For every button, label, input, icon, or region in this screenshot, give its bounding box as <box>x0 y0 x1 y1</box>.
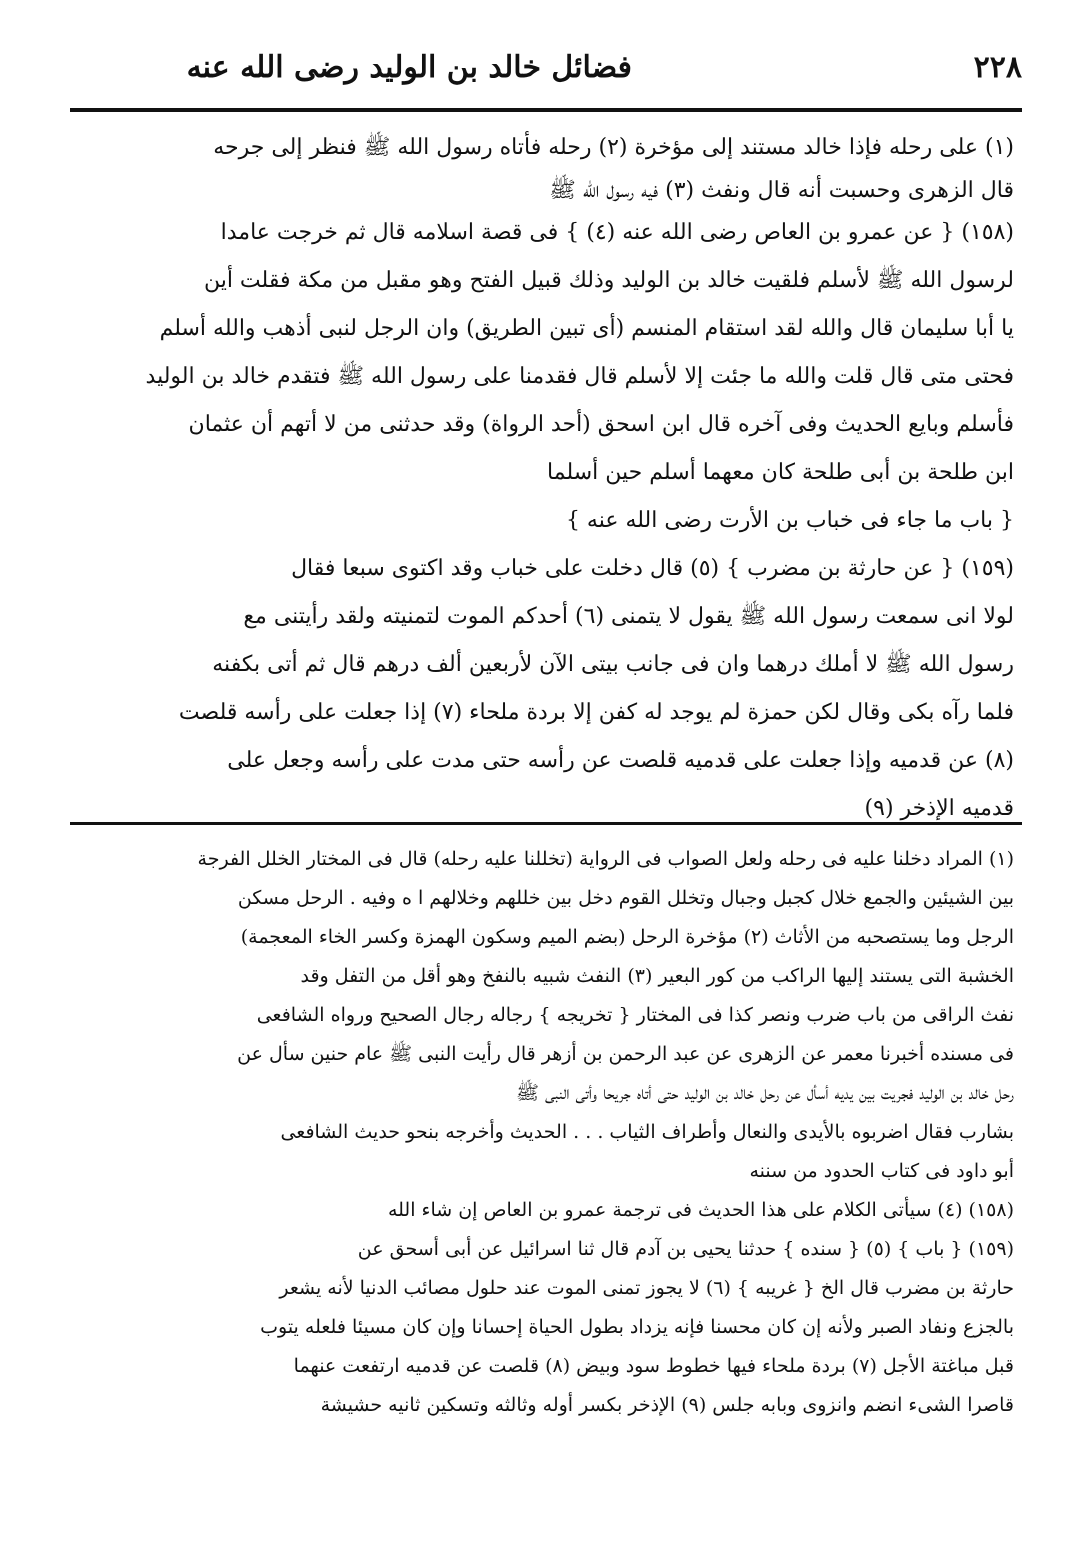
text-line: فلما رآه بكى وقال لكن حمزة لم يوجد له كفن إلا بردة ملحاء (٧) إذا جعلت على رأسه قلصت <box>178 700 1014 725</box>
text-line: لولا انى سمعت رسول الله ﷺ يقول لا يتمنى (٦) أحدكم الموت لتمنيته ولقد رأيتنى مع <box>243 604 1014 629</box>
footnote-line: أبو داود فى كتاب الحدود من سننه <box>749 1160 1014 1182</box>
footnote-line: قبل مباغتة الأجل (٧) بردة ملحاء فيها خطوط سود وبيض (٨) قلصت عن قدميه ارتفعت عنهما <box>293 1355 1014 1377</box>
text-line: (٨) عن قدميه وإذا جعلت على قدميه قلصت عن رأسه حتى مدت على رأسه وجعل على <box>227 748 1014 773</box>
text-line: لرسول الله ﷺ لأسلم فلقيت خالد بن الوليد وذلك قبيل الفتح وهو مقبل من مكة فقلت أين <box>203 268 1014 293</box>
footnote-line: حارثة بن مضرب قال الخ { غريبه } (٦) لا يجوز تمنى الموت عند حلول مصائب الدنيا لأنه يشعر <box>279 1277 1014 1299</box>
text-line: قدميه الإذخر (٩) <box>864 796 1014 821</box>
footnote-line: بشارب فقال اضربوه بالأيدى والنعال وأطراف الثياب . . . الحديث وأخرجه بنحو حديث الشافعى <box>280 1121 1014 1143</box>
footnote-line: (١) المراد دخلنا عليه فى رحله ولعل الصواب فى الرواية (تخللنا عليه رحله) قال فى المختار الخلل الفرجة <box>197 848 1014 870</box>
text-line: يا أبا سليمان قال والله لقد استقام المنسم (أى تبين الطريق) وان الرجل لنبى أذهب والله أسلم <box>159 316 1014 341</box>
hadith-158-start: (١٥٨) { عن عمرو بن العاص رضى الله عنه (٤) } فى قصة اسلامه قال ثم خرجت عامدا <box>220 220 1014 245</box>
footnote-line: الرجل وما يستصحبه من الأثاث (٢) مؤخرة الرحل (بضم الميم وسكون الهمزة وكسر الخاء المعجمة) <box>240 926 1014 948</box>
footnote-line: بالجزع ونفاد الصبر ولأنه إن كان محسنا فإنه يزداد بطول الحياة إحسانا وإن كان مسيئا فلعله يتوب <box>260 1316 1014 1338</box>
hadith-159-start: (١٥٩) { عن حارثة بن مضرب } (٥) قال دخلت على خباب وقد اكتوى سبعا فقال <box>291 556 1014 581</box>
footnote-line: بين الشيئين والجمع خلال كجبل وجبال وتخلل القوم دخل بين خللهم وخلالهم ا ه وفيه . الرحل مسكن <box>237 887 1014 909</box>
footnote-line: قاصرا الشىء انضم وانزوى وبابه جلس (٩) الإذخر بكسر أوله وثالثه وتسكين ثانيه حشيشة <box>320 1394 1014 1416</box>
text-line: (١) على رحله فإذا خالد مستند إلى مؤخرة (٢) رحله فأتاه رسول الله ﷺ فنظر إلى جرحه <box>213 135 1014 160</box>
header-rule <box>70 108 1022 112</box>
text-line: رسول الله ﷺ لا أملك درهما وان فى جانب بيتى الآن لأربعين ألف درهم قال ثم أتى بكفنه <box>212 652 1014 677</box>
footnote-line: فى مسنده أخبرنا معمر عن الزهرى عن عبد الرحمن بن أزهر قال رأيت النبى ﷺ عام حنين سأل عن <box>237 1043 1014 1065</box>
footnote-line: رحل خالد بن الوليد فجريت بين يديه أسأل عن رحل خالد بن الوليد حتى أتاه جريحا وأتى النبى ﷺ <box>516 1082 1014 1104</box>
footnote-separator <box>70 822 1022 825</box>
footnotes <box>78 840 1014 1425</box>
chapter-heading: { باب ما جاء فى خباب بن الأرت رضى الله عنه } <box>565 508 1014 533</box>
footnote-line: (١٥٩) { باب } (٥) { سنده } حدثنا يحيى بن آدم قال ثنا اسرائيل عن أبى أسحق عن <box>357 1238 1014 1260</box>
text-line: فأسلم وبايع الحديث وفى آخره قال ابن اسحق (أحد الرواة) وقد حدثنى من لا أتهم أن عثمان <box>188 412 1014 437</box>
footnote-line: نفث الراقى من باب ضرب ونصر كذا فى المختار { تخريجه } رجاله رجال الصحيح ورواه الشافعى <box>256 1004 1014 1026</box>
footnote-line: (١٥٨) (٤) سيأتى الكلام على هذا الحديث فى ترجمة عمرو بن العاص إن شاء الله <box>387 1199 1014 1221</box>
page-number: ٢٢٨ <box>973 50 1022 85</box>
text-line: ابن طلحة بن أبى طلحة كان معهما أسلم حين أسلما <box>547 460 1014 485</box>
text-line: فحتى متى قال قلت والله ما جئت إلا لأسلم قال فقدمنا على رسول الله ﷺ فتقدم خالد بن الوليد <box>145 364 1014 389</box>
page-header <box>70 44 1022 94</box>
footnote-line: الخشبة التى يستند إليها الراكب من كور البعير (٣) النفث شبيه بالنفخ وهو أقل من التفل وقد <box>300 965 1014 987</box>
running-title: فضائل خالد بن الوليد رضى الله عنه <box>186 50 632 85</box>
main-text <box>78 124 1014 833</box>
text-line: قال الزهرى وحسبت أنه قال ونفث (٣) فيه رسول الله ﷺ <box>549 178 1014 203</box>
